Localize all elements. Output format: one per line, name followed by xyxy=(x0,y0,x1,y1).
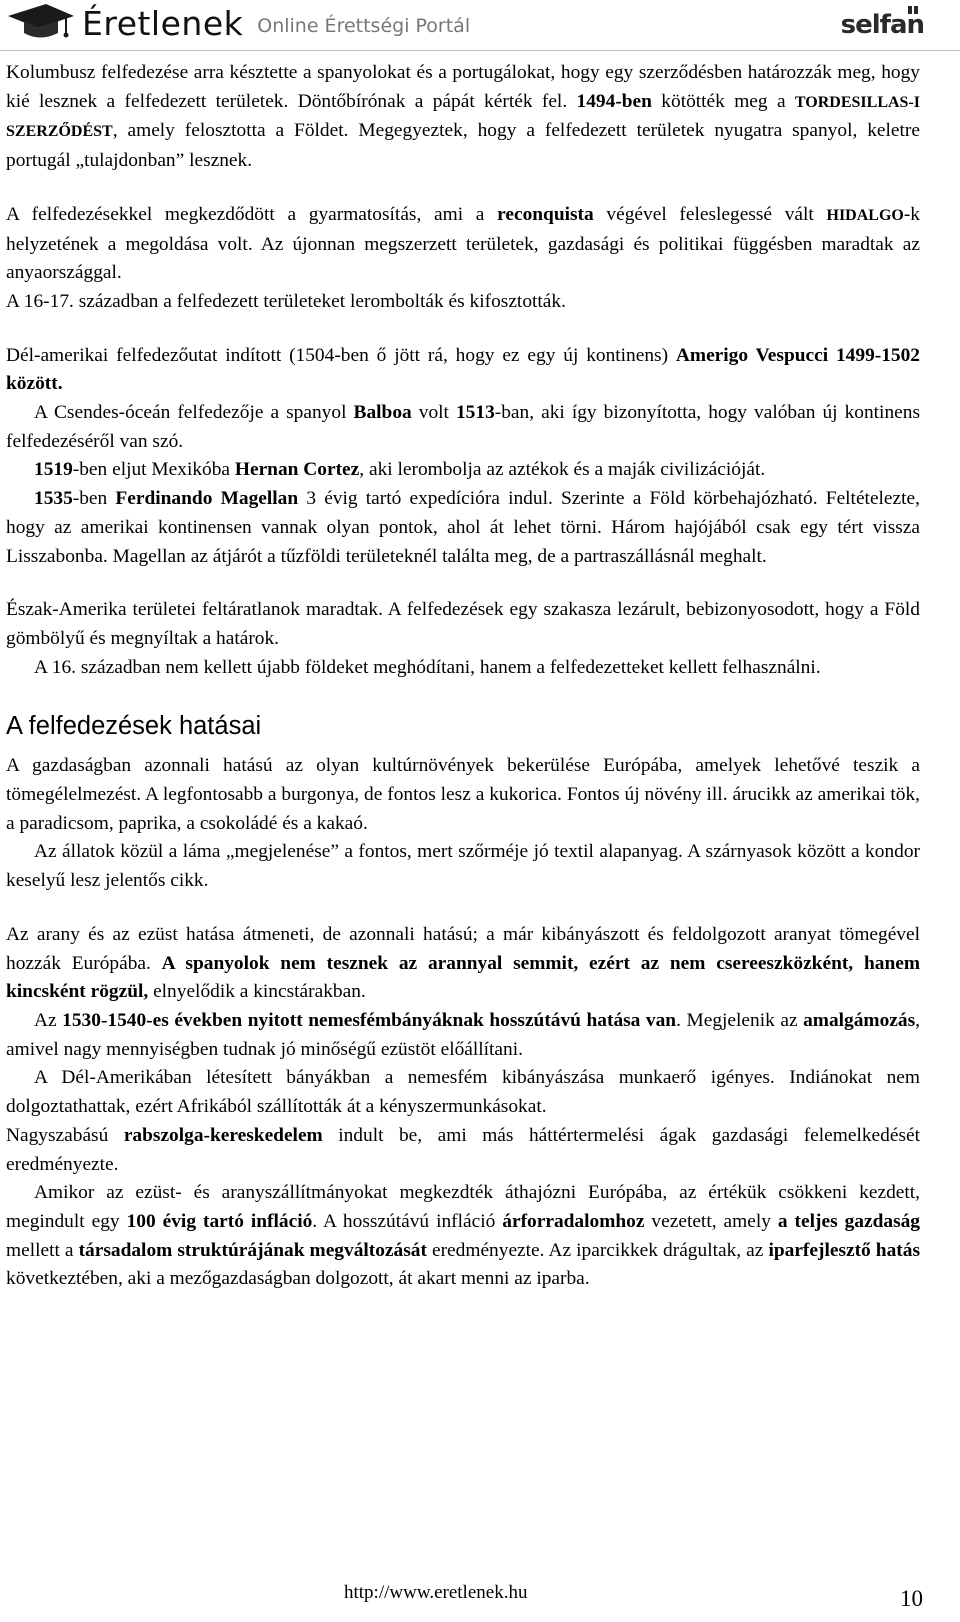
paragraph-treaty: Kolumbusz felfedezése arra késztette a spanyolokat és a portugálokat, hogy egy szerződésben határozzák meg, hogy kié lesznek a felfedezett területek. Döntőbírónak a pápát kérték fel. 1494-ben kötötték meg a TORDESILLAS-I SZERZŐDÉST, amely felosztotta a Földet. Megegyeztek, hogy a felfedezett területek nyugatra spanyol, keletre portugál „tulajdonban” lesznek. xyxy=(6,62,921,172)
section-heading: A felfedezések hatásai xyxy=(6,712,262,741)
hidalgo-term: HIDALGO xyxy=(826,206,904,224)
paragraph-16th-century: A 16. században nem kellett újabb földeket meghódítani, hanem a felfedezetteket kellett felhasználni. xyxy=(34,656,821,678)
paragraph-balboa: A Csendes-óceán felfedezője a spanyol Balboa volt 1513-ban, aki így bizonyította, hogy valóban új kontinens felfedezéséről van szó. xyxy=(6,402,920,452)
brand-name: Éretlenek xyxy=(82,3,244,43)
header-divider xyxy=(0,50,960,51)
paragraph-gold-silver: Az arany és az ezüst hatása átmeneti, de azonnali hatású; a már kibányászott és feldolgozott aranyat tömegével hozzák Európába. A spanyolok nem tesznek az arannyal semmit, ezért az nem csereeszközként, hanem kincsként rögzül, elnyelődik a kincstárakban. xyxy=(6,923,920,1003)
paragraph-animals: Az állatok közül a láma „megjelenése” a fontos, mert szőrméje jó textil alapanyag. A szárnyasok között a kondor keselyű lesz jelentős cikk. xyxy=(6,841,920,892)
paragraph-labor: A Dél-Amerikában létesített bányákban a nemesfém kibányászása munkaerő igényes. Indiánokat nem dolgoztathattak, ezért Afrikából szállították át a kényszermunkásokat. xyxy=(6,1067,920,1118)
paragraph-slave-trade: Nagyszabású rabszolga-kereskedelem indult be, ami más háttértermelési ágak gazdasági felemelkedését eredményezte. xyxy=(6,1124,920,1175)
paragraph-crops: A gazdaságban azonnali hatású az olyan kultúrnövények bekerülése Európába, amelyek lehetővé teszik a tömegélelmezést. A legfontosabb a burgonya, de fontos lesz a kukorica. Fontos új növény ill. árucikk az amerikai tök, a paradicsom, paprika, a csokoládé és a kakaó. xyxy=(6,755,920,834)
partner-logo[interactable]: selfan xyxy=(840,10,924,40)
paragraph-vespucci: Dél-amerikai felfedezőutat indított (1504-ben ő jött rá, hogy ez egy új kontinens) Amerigo Vespucci 1499-1502 között. xyxy=(6,344,921,395)
page-header xyxy=(0,0,960,52)
eretlenek-logo[interactable] xyxy=(6,2,470,44)
paragraph-magellan: 1535-ben Ferdinando Magellan 3 évig tartó expedícióra indul. Szerinte a Föld körbehajózható. Feltételezte, hogy az amerikai kontinensen vannak olyan pontok, ahol át lehet törni. Három hajójából csak egy tért vissza Lisszabonba. Magellan az átjárót a tűzföldi területeknél találta meg, de a partraszállásnál meghalt. xyxy=(6,488,920,567)
footer-url-link[interactable]: http://www.eretlenek.hu xyxy=(344,1582,528,1603)
document-body xyxy=(6,59,920,1294)
paragraph-cortez: 1519-ben eljut Mexikóba Hernan Cortez, aki lerombolja az aztékok és a maják civilizációját. xyxy=(34,459,766,481)
paragraph-plunder: A 16-17. században a felfedezett területeket lerombolták és kifosztották. xyxy=(6,290,566,312)
paragraph-colonization: A felfedezésekkel megkezdődött a gyarmatosítás, ami a reconquista végével feleslegessé vált HIDALGO-k helyzetének a megoldása volt. Az újonnan megszerzett területek, gazdasági és politikai függésben maradtak az anyaországgal. xyxy=(6,203,920,284)
graduation-cap-icon xyxy=(6,2,76,44)
brand-tagline: Online Érettségi Portál xyxy=(257,15,471,37)
paragraph-inflation: Amikor az ezüst- és aranyszállítmányokat megkezdték áthajózni Európába, az értékük csökkeni kezdett, megindult egy 100 évig tartó infláció. A hosszútávú infláció árforradalomhoz vezetett, amely a teljes gazdaság mellett a társadalom struktúrájának megváltozását eredményezte. Az iparcikkek drágultak, az iparfejlesztő hatás következtében, aki a mezőgazdaságban dolgozott, át akart menni az iparba. xyxy=(6,1182,921,1290)
treaty-name: TORDESILLAS-I SZERZŐDÉST xyxy=(6,93,921,141)
paragraph-mines: Az 1530-1540-es években nyitott nemesfémbányáknak hosszútávú hatása van. Megjelenik az amalgámozás, amivel nagy mennyiségben tudnak jó minőségű ezüstöt előállítani. xyxy=(6,1009,920,1060)
page-number: 10 xyxy=(900,1586,923,1611)
paragraph-north-america: Észak-Amerika területei feltáratlanok maradtak. A felfedezések egy szakasza lezárult, bebizonyosodott, hogy a Föld gömbölyű és megnyíltak a határok. xyxy=(6,599,920,649)
